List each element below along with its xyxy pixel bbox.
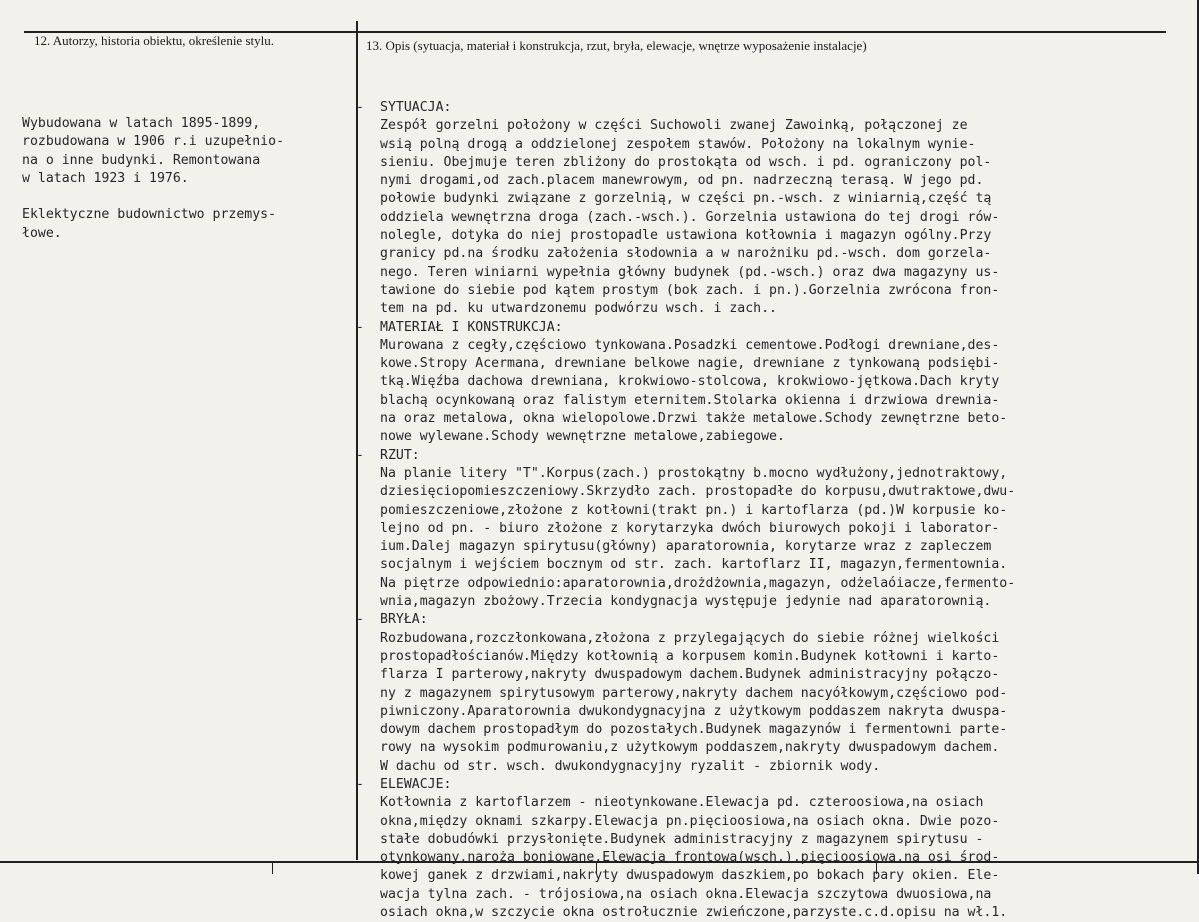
section-line: Murowana z cegły,częściowo tynkowana.Posadzki cementowe.Podłogi drewniane,des- (380, 337, 1000, 353)
section-title: SYTUACJA: (380, 100, 452, 115)
section-line: stałe dobudówki przysłonięte.Budynek administracyjny z magazynem spirytusu - (380, 831, 984, 847)
paragraph-gap (22, 188, 284, 206)
style-line: Eklektyczne budownictwo przemys- (22, 207, 277, 223)
section-line: granicy pd.na środku założenia słodownia a w narożniku pd.-wsch. dom gorzela- (380, 246, 992, 262)
section-dash: - (356, 776, 364, 792)
section-line: ium.Dalej magazyn spirytusu(główny) aparatorownia, korytarze wraz z zapleczem (380, 539, 992, 555)
section-line: osiach okna,w szczycie okna ostrołucznie zwieńczone,parzyste.c.d.opisu na wł.1. (380, 905, 1008, 921)
section-title: BRYŁA: (380, 612, 428, 628)
section-line: wacja tylna zach. - trójosiowa,na osiach okna.Elewacja szczytowa dwuosiowa,na (380, 886, 992, 902)
section-dash: - (356, 100, 364, 115)
section-line: Na planie litery "T".Korpus(zach.) prostokątny b.mocno wydłużony,jednotraktowy, (380, 465, 1008, 481)
section-line: tem na pd. ku utwardzonemu podwórzu wsch. i zach.. (380, 301, 777, 317)
section-line: dziesięciopomieszczeniowy.Skrzydło zach. prostopadłe do korpusu,dwutraktowe,dwu- (380, 484, 1016, 500)
section-line: lejno od pn. - biuro złożone z korytarzyka dwóch biurowych pokoji i laborator- (380, 520, 1000, 536)
section-line: pomieszczeniowe,złożone z kotłowni(trakt pn.) i kartoflarza (pd.)W korpusie ko- (380, 502, 1008, 518)
section-line: na oraz metalowa, okna wielopolowe.Drzwi także metalowe.Schody zewnętrzne beto- (380, 411, 1008, 427)
section-line: wnia,magazyn zbożowy.Trzecia kondygnacja występuje jedynie nad aparatorownią. (380, 594, 992, 610)
section-line: wsią polną drogą a oddzielonej zespołem stawów. Położony na lokalnym wynie- (380, 136, 976, 152)
section-line: prostopadłościanów.Między kotłownią a korpusem komin.Budynek kotłowni i karto- (380, 648, 1000, 664)
section-line: tawione do siebie pod kątem prostym (bok zach. i pn.).Gorzelnia zwrócona fron- (380, 282, 1000, 298)
section-title: RZUT: (380, 447, 420, 463)
section-line: piwniczony.Aparatorownia dwukondygnacyjna z użytkowym poddaszem nakryta dwuspa- (380, 703, 1008, 719)
section-line: socjalnym i wejściem bocznym od str. zach. kartoflarz II, magazyn,fermentownia. (380, 557, 1008, 573)
section-line: nolegle, dotyka do niej prostopadle ustawiona kotłownia i magazyn ogólny.Przy (380, 228, 992, 244)
history-line: Wybudowana w latach 1895-1899, (22, 116, 261, 131)
section-line: połowie budynki związane z gorzelnią, w części pn.-wsch. z winiarnią,część tą (380, 191, 992, 207)
section-line: kowej ganek z drzwiami,nakryty dwuspadowym daszkiem,po bokach pary okien. Ele- (380, 868, 1000, 884)
history-line: rozbudowana w 1906 r.i uzupełnio- (22, 134, 285, 150)
section-dash: - (356, 447, 364, 463)
section-line: rowy na wysokim podmurowaniu,z użytkowym poddaszem,nakryty dwuspadowym dachem. (380, 740, 1000, 756)
section-line: oddziela wewnętrzna droga (zach.-wsch.). Gorzelnia ustawiona do tej drogi rów- (380, 209, 1000, 225)
section-heading (356, 99, 1015, 117)
section-dash: - (356, 319, 364, 335)
section-line: Zespół gorzelni położony w części Suchowoli zwanej Zawoinką, połączonej ze (380, 118, 968, 134)
section-line: Rozbudowana,rozczłonkowana,złożona z przylegających do siebie różnej wielkości (380, 630, 1000, 646)
section-heading (356, 611, 1015, 629)
section-line: nymi drogami,od zach.placem manewrowym, od pn. nadrzeczną terasą. W jego pd. (380, 173, 984, 189)
section-line: Kotłownia z kartoflarzem - nieotynkowane.Elewacja pd. czteroosiowa,na osiach (380, 795, 984, 811)
footer-divider-1 (272, 862, 273, 874)
section-heading (356, 447, 1015, 465)
history-text (22, 115, 284, 243)
section-heading (356, 319, 1015, 337)
section-heading (356, 776, 1015, 794)
section-line: dowym dachem prostopadłym do pozostałych.Budynek magazynów i fermentowni parte- (380, 722, 1008, 738)
section-line: otynkowany,naroża boniowane.Elewacja frontowa(wsch.),pięcioosiowa,na osi środ- (380, 850, 1000, 866)
section-line: nego. Teren winiarni wypełnia główny budynek (pd.-wsch.) oraz dwa magazyny us- (380, 264, 1000, 280)
section-dash: - (356, 612, 364, 628)
section-line: okna,między oknami szkarpy.Elewacja pn.pięcioosiowa,na osiach okna. Dwie pozo- (380, 813, 1000, 829)
section-line: sieniu. Obejmuje teren zbliżony do prostokąta od wsch. i pd. ograniczony pol- (380, 154, 992, 170)
history-line: w latach 1923 i 1976. (22, 170, 189, 186)
history-line: na o inne budynki. Remontowana (22, 152, 261, 168)
section-line: ny z magazynem spirytusowym parterowy,nakryty dachem nacyółkowym,częściowo pod- (380, 685, 1008, 701)
section-line: W dachu od str. wsch. dwukondygnacyjny ryzalit - zbiornik wody. (380, 758, 881, 774)
description-text (356, 99, 1015, 922)
section-line: tką.Więźba dachowa drewniana, krokwiowo-stolcowa, krokwiowo-jętkowa.Dach kryty (380, 374, 1000, 390)
section-line: nowe wylewane.Schody wewnętrzne metalowe,zabiegowe. (380, 429, 785, 445)
section-title: MATERIAŁ I KONSTRUKCJA: (380, 319, 563, 335)
section-line: blachą ocynkowaną oraz falistym eternitem.Stolarka okienna i drzwiowa drewnia- (380, 392, 1000, 408)
col13-header: 13. Opis (sytuacja, materiał i konstrukcja, rzut, bryła, elewacje, wnętrze wyposażenie instalacje) (366, 38, 867, 53)
section-line: flarza I parterowy,nakryty dwuspadowym dachem.Budynek administracyjny połączo- (380, 667, 1000, 683)
section-line: kowe.Stropy Acermana, drewniane belkowe nagie, drewniane z tynkowaną podsiębi- (380, 356, 1000, 372)
style-line: łowe. (22, 225, 62, 241)
section-line: Na piętrze odpowiednio:aparatorownia,drożdżownia,magazyn, odżelaóiacze,fermento- (380, 575, 1016, 591)
section-title: ELEWACJE: (380, 776, 452, 792)
col12-header: 12. Autorzy, historia obiektu, określenie stylu. (34, 33, 274, 48)
